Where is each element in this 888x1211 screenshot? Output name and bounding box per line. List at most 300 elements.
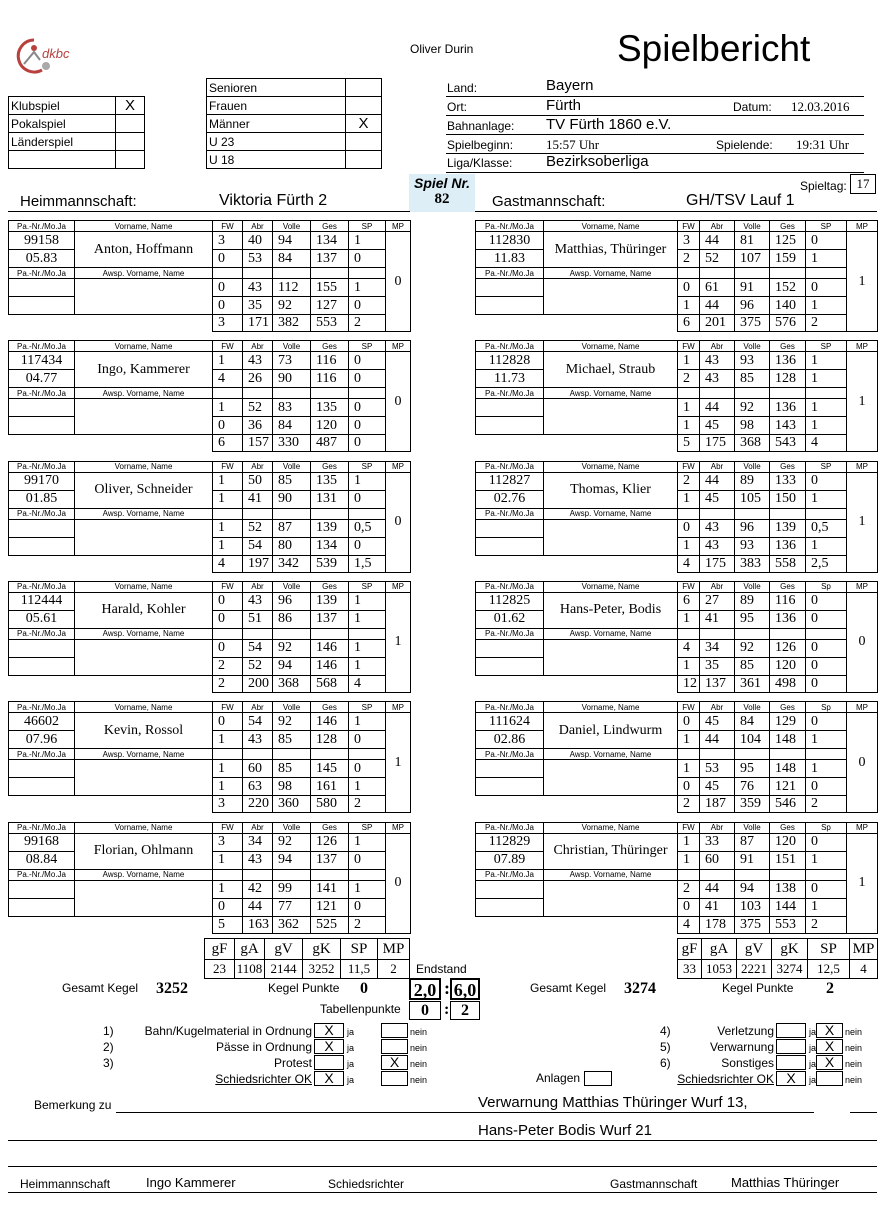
column-header: SP bbox=[349, 581, 386, 592]
score-cell: 93 bbox=[735, 537, 770, 555]
match-type-checkbox[interactable] bbox=[116, 133, 145, 151]
player-mp: 1 bbox=[847, 833, 878, 933]
ja-label: ja bbox=[347, 1075, 355, 1085]
score-cell: 1 bbox=[678, 352, 700, 370]
column-header: Awsp. Vorname, Name bbox=[75, 388, 213, 399]
column-header: Abr bbox=[243, 461, 273, 472]
nein-checkbox[interactable]: X bbox=[816, 1055, 843, 1070]
substitute-id bbox=[9, 657, 75, 675]
column-header: FW bbox=[678, 461, 700, 472]
total-cell: 2 bbox=[806, 796, 847, 813]
totals-value: 4 bbox=[850, 960, 878, 979]
column-header: Ges bbox=[311, 822, 349, 833]
total-cell: 4 bbox=[349, 675, 386, 692]
total-cell: 382 bbox=[273, 315, 311, 332]
substitute-name bbox=[544, 279, 678, 315]
column-header: Ges bbox=[311, 702, 349, 713]
empty-cell bbox=[213, 869, 243, 880]
guest-signature: Matthias Thüringer bbox=[731, 1175, 840, 1190]
score-cell: 139 bbox=[311, 519, 349, 537]
score-cell: 1 bbox=[678, 657, 700, 675]
empty-cell bbox=[476, 916, 678, 933]
total-cell: 2,5 bbox=[806, 555, 847, 572]
score-cell: 131 bbox=[311, 490, 349, 508]
score-cell: 148 bbox=[770, 731, 806, 749]
total-cell: 362 bbox=[273, 916, 311, 933]
empty-cell bbox=[700, 749, 735, 760]
nein-checkbox[interactable] bbox=[816, 1071, 843, 1086]
player-name: Harald, Kohler bbox=[75, 592, 213, 628]
score-cell: 43 bbox=[243, 592, 273, 610]
svg-text:dkbc: dkbc bbox=[42, 46, 70, 61]
player-block bbox=[475, 822, 878, 934]
anlagen-box[interactable] bbox=[584, 1071, 612, 1086]
player-id: 99168 bbox=[9, 833, 75, 851]
totals-header: MP bbox=[378, 939, 410, 960]
empty-cell bbox=[700, 268, 735, 279]
column-header: Awsp. Vorname, Name bbox=[544, 268, 678, 279]
ja-checkbox[interactable]: X bbox=[776, 1071, 806, 1086]
substitute-id bbox=[9, 399, 75, 417]
column-header: Volle bbox=[273, 581, 311, 592]
nein-checkbox[interactable] bbox=[381, 1071, 408, 1086]
column-header: MP bbox=[386, 341, 411, 352]
score-cell: 1 bbox=[678, 399, 700, 417]
substitute-id bbox=[476, 519, 544, 537]
category-checkbox[interactable] bbox=[346, 133, 382, 151]
total-cell: 4 bbox=[213, 555, 243, 572]
score-cell: 44 bbox=[700, 297, 735, 315]
score-cell: 120 bbox=[770, 657, 806, 675]
player-total-row bbox=[9, 315, 411, 332]
player-block bbox=[8, 822, 411, 934]
total-cell: 0 bbox=[806, 675, 847, 692]
score-cell: 0 bbox=[678, 519, 700, 537]
column-header: Vorname, Name bbox=[75, 221, 213, 232]
player-total-row bbox=[9, 555, 411, 572]
category-checkbox[interactable]: X bbox=[346, 115, 382, 133]
substitute-id bbox=[9, 760, 75, 778]
empty-cell bbox=[476, 796, 678, 813]
column-header: Volle bbox=[273, 822, 311, 833]
empty-cell bbox=[349, 388, 386, 399]
column-header: MP bbox=[847, 221, 878, 232]
score-cell: 0 bbox=[806, 833, 847, 851]
player-total-row bbox=[476, 796, 878, 813]
score-cell: 151 bbox=[770, 851, 806, 869]
column-header: Abr bbox=[700, 461, 735, 472]
ja-checkbox[interactable] bbox=[776, 1055, 806, 1070]
score-cell: 0 bbox=[349, 399, 386, 417]
score-cell: 84 bbox=[735, 713, 770, 731]
player-block bbox=[8, 701, 411, 813]
score-cell: 92 bbox=[273, 713, 311, 731]
player-id: 112825 bbox=[476, 592, 544, 610]
player-block bbox=[8, 581, 411, 693]
score-cell: 116 bbox=[770, 592, 806, 610]
player-block bbox=[475, 701, 878, 813]
home-signature: Ingo Kammerer bbox=[146, 1175, 236, 1190]
score-cell: 121 bbox=[770, 778, 806, 796]
match-type-row bbox=[9, 115, 145, 133]
score-cell: 0 bbox=[806, 592, 847, 610]
score-cell: 0 bbox=[349, 490, 386, 508]
score-cell: 0 bbox=[806, 713, 847, 731]
score-cell: 126 bbox=[311, 833, 349, 851]
score-cell: 4 bbox=[213, 370, 243, 388]
column-header: MP bbox=[386, 221, 411, 232]
column-header: FW bbox=[213, 702, 243, 713]
score-cell: 103 bbox=[735, 898, 770, 916]
column-header: Vorname, Name bbox=[544, 221, 678, 232]
substitute-header-row bbox=[9, 749, 411, 760]
score-cell: 129 bbox=[770, 713, 806, 731]
column-header-row bbox=[476, 581, 878, 592]
totals-value: 23 bbox=[205, 960, 235, 979]
player-mp: 0 bbox=[386, 833, 411, 933]
score-cell: 1 bbox=[678, 610, 700, 628]
match-type-checkbox[interactable] bbox=[116, 115, 145, 133]
score-cell: 43 bbox=[243, 851, 273, 869]
empty-cell bbox=[476, 435, 678, 452]
category-table bbox=[206, 78, 382, 169]
score-cell: 0 bbox=[349, 851, 386, 869]
score-cell: 96 bbox=[735, 297, 770, 315]
total-cell: 368 bbox=[273, 675, 311, 692]
substitute-header-row bbox=[476, 749, 878, 760]
substitute-name bbox=[544, 519, 678, 555]
score-cell: 0 bbox=[806, 657, 847, 675]
score-cell: 98 bbox=[735, 417, 770, 435]
column-header: Ges bbox=[311, 581, 349, 592]
substitute-id bbox=[9, 898, 75, 916]
category-checkbox[interactable] bbox=[346, 151, 382, 169]
endstand-home: 2,0 bbox=[409, 978, 441, 1000]
score-cell: 43 bbox=[700, 537, 735, 555]
match-type-row bbox=[9, 151, 145, 169]
ja-checkbox[interactable]: X bbox=[314, 1023, 344, 1038]
score-cell: 98 bbox=[273, 778, 311, 796]
throw-row bbox=[9, 760, 411, 778]
totals-value-row bbox=[205, 960, 410, 979]
score-cell: 0 bbox=[806, 472, 847, 490]
total-cell: 568 bbox=[311, 675, 349, 692]
score-cell: 44 bbox=[700, 731, 735, 749]
score-cell: 52 bbox=[243, 399, 273, 417]
score-cell: 84 bbox=[273, 417, 311, 435]
nein-label: nein bbox=[410, 1059, 428, 1069]
substitute-header-row bbox=[9, 388, 411, 399]
total-cell: 383 bbox=[735, 555, 770, 572]
player-birth: 02.76 bbox=[476, 490, 544, 508]
category-checkbox[interactable] bbox=[346, 79, 382, 97]
check-number: 2) bbox=[103, 1040, 114, 1054]
empty-cell bbox=[476, 315, 678, 332]
match-type-label: Klubspiel bbox=[9, 97, 116, 115]
total-cell: 2 bbox=[806, 315, 847, 332]
score-cell: 146 bbox=[311, 713, 349, 731]
score-cell: 0 bbox=[806, 778, 847, 796]
score-cell: 155 bbox=[311, 279, 349, 297]
nein-label: nein bbox=[845, 1027, 863, 1037]
empty-cell bbox=[349, 628, 386, 639]
column-header: Pa.-Nr./Mo.Ja bbox=[476, 581, 544, 592]
empty-cell bbox=[678, 268, 700, 279]
ja-label: ja bbox=[347, 1043, 355, 1053]
player-birth: 08.84 bbox=[9, 851, 75, 869]
nein-checkbox[interactable]: X bbox=[816, 1023, 843, 1038]
home-team-name: Viktoria Fürth 2 bbox=[219, 192, 328, 209]
totals-header-row bbox=[678, 939, 878, 960]
column-header: Pa.-Nr./Mo.Ja bbox=[476, 822, 544, 833]
substitute-name bbox=[544, 639, 678, 675]
column-header: Sp bbox=[806, 581, 847, 592]
throw-row bbox=[476, 713, 878, 731]
column-header: Volle bbox=[273, 221, 311, 232]
score-cell: 43 bbox=[700, 519, 735, 537]
score-cell: 0 bbox=[806, 279, 847, 297]
score-cell: 143 bbox=[770, 417, 806, 435]
column-header: FW bbox=[678, 822, 700, 833]
category-checkbox[interactable] bbox=[346, 97, 382, 115]
score-cell: 1 bbox=[806, 399, 847, 417]
substitute-id bbox=[9, 778, 75, 796]
match-type-label bbox=[9, 151, 116, 169]
player-name: Oliver, Schneider bbox=[75, 472, 213, 508]
player-name: Anton, Hoffmann bbox=[75, 232, 213, 268]
player-name: Hans-Peter, Bodis bbox=[544, 592, 678, 628]
score-cell: 137 bbox=[311, 851, 349, 869]
total-cell: 6 bbox=[678, 315, 700, 332]
match-type-checkbox[interactable] bbox=[116, 151, 145, 169]
score-cell: 105 bbox=[735, 490, 770, 508]
totals-value: 2144 bbox=[265, 960, 303, 979]
score-cell: 44 bbox=[243, 898, 273, 916]
substitute-name bbox=[544, 760, 678, 796]
score-cell: 161 bbox=[311, 778, 349, 796]
score-cell: 138 bbox=[770, 880, 806, 898]
check-number: 5) bbox=[660, 1040, 671, 1054]
empty-cell bbox=[700, 869, 735, 880]
guest-totals-table bbox=[677, 938, 878, 979]
throw-row bbox=[476, 399, 878, 417]
total-cell: 178 bbox=[700, 916, 735, 933]
nein-checkbox[interactable] bbox=[381, 1039, 408, 1054]
totals-value: 1053 bbox=[702, 960, 737, 979]
column-header: Volle bbox=[735, 341, 770, 352]
check-label: Bahn/Kugelmaterial in Ordnung bbox=[144, 1024, 312, 1038]
column-header: Abr bbox=[700, 341, 735, 352]
ende-value: 19:31 Uhr bbox=[796, 137, 850, 152]
empty-cell bbox=[311, 508, 349, 519]
nein-checkbox[interactable] bbox=[381, 1023, 408, 1038]
total-cell: 171 bbox=[243, 315, 273, 332]
empty-cell bbox=[735, 869, 770, 880]
substitute-name bbox=[75, 279, 213, 315]
score-cell: 95 bbox=[735, 760, 770, 778]
score-cell: 96 bbox=[273, 592, 311, 610]
column-header: SP bbox=[349, 822, 386, 833]
empty-cell bbox=[213, 268, 243, 279]
throw-row bbox=[476, 880, 878, 898]
nein-checkbox[interactable]: X bbox=[816, 1039, 843, 1054]
player-mp: 1 bbox=[847, 352, 878, 452]
score-cell: 0 bbox=[213, 592, 243, 610]
column-header: MP bbox=[847, 822, 878, 833]
score-cell: 44 bbox=[700, 399, 735, 417]
total-cell: 200 bbox=[243, 675, 273, 692]
total-cell: 163 bbox=[243, 916, 273, 933]
total-cell: 580 bbox=[311, 796, 349, 813]
player-name: Daniel, Lindwurm bbox=[544, 713, 678, 749]
column-header: Pa.-Nr./Mo.Ja bbox=[9, 581, 75, 592]
total-cell: 361 bbox=[735, 675, 770, 692]
throw-row bbox=[476, 232, 878, 250]
total-cell: 6 bbox=[213, 435, 243, 452]
substitute-id bbox=[9, 880, 75, 898]
substitute-id bbox=[476, 778, 544, 796]
match-type-label: Länderspiel bbox=[9, 133, 116, 151]
ja-checkbox[interactable] bbox=[776, 1039, 806, 1054]
player-mp: 1 bbox=[847, 232, 878, 332]
score-cell: 1 bbox=[806, 352, 847, 370]
empty-cell bbox=[678, 508, 700, 519]
total-cell: 330 bbox=[273, 435, 311, 452]
player-total-row bbox=[9, 675, 411, 692]
check-number: 4) bbox=[660, 1024, 671, 1038]
empty-cell bbox=[678, 749, 700, 760]
nein-checkbox[interactable]: X bbox=[381, 1055, 408, 1070]
score-cell: 96 bbox=[735, 519, 770, 537]
column-header: SP bbox=[349, 221, 386, 232]
player-id: 111624 bbox=[476, 713, 544, 731]
empty-cell bbox=[311, 749, 349, 760]
score-cell: 136 bbox=[770, 537, 806, 555]
substitute-name bbox=[544, 399, 678, 435]
empty-cell bbox=[806, 508, 847, 519]
score-cell: 0 bbox=[349, 537, 386, 555]
score-cell: 148 bbox=[770, 760, 806, 778]
player-id: 112829 bbox=[476, 833, 544, 851]
empty-cell bbox=[243, 508, 273, 519]
throw-row bbox=[476, 639, 878, 657]
score-cell: 126 bbox=[770, 639, 806, 657]
match-type-row bbox=[9, 97, 145, 115]
column-header: Pa.-Nr./Mo.Ja bbox=[9, 869, 75, 880]
substitute-id bbox=[9, 639, 75, 657]
player-name: Matthias, Thüringer bbox=[544, 232, 678, 268]
column-header: Pa.-Nr./Mo.Ja bbox=[9, 388, 75, 399]
ja-checkbox[interactable] bbox=[314, 1055, 344, 1070]
column-header: Vorname, Name bbox=[75, 822, 213, 833]
player-name: Michael, Straub bbox=[544, 352, 678, 388]
total-cell: 187 bbox=[700, 796, 735, 813]
score-cell: 1 bbox=[349, 833, 386, 851]
score-cell: 41 bbox=[243, 490, 273, 508]
column-header-row bbox=[9, 702, 411, 713]
score-cell: 43 bbox=[243, 731, 273, 749]
total-cell: 5 bbox=[213, 916, 243, 933]
column-header: Vorname, Name bbox=[544, 461, 678, 472]
column-header: Vorname, Name bbox=[75, 702, 213, 713]
column-header: MP bbox=[847, 581, 878, 592]
score-cell: 1 bbox=[213, 880, 243, 898]
player-id: 112828 bbox=[476, 352, 544, 370]
empty-cell bbox=[273, 869, 311, 880]
column-header: Ges bbox=[770, 341, 806, 352]
column-header-row bbox=[9, 341, 411, 352]
total-cell: 2 bbox=[349, 796, 386, 813]
empty-cell bbox=[9, 555, 213, 572]
column-header: Sp bbox=[806, 702, 847, 713]
player-total-row bbox=[476, 315, 878, 332]
empty-cell bbox=[806, 869, 847, 880]
score-cell: 1 bbox=[806, 537, 847, 555]
player-id: 112444 bbox=[9, 592, 75, 610]
column-header: Vorname, Name bbox=[75, 461, 213, 472]
score-cell: 36 bbox=[243, 417, 273, 435]
score-cell: 3 bbox=[213, 232, 243, 250]
column-header: Abr bbox=[243, 341, 273, 352]
score-cell: 135 bbox=[311, 399, 349, 417]
empty-cell bbox=[243, 628, 273, 639]
score-cell: 139 bbox=[311, 592, 349, 610]
home-kegel-punkte: 0 bbox=[360, 980, 368, 997]
score-cell: 92 bbox=[273, 297, 311, 315]
column-header: Pa.-Nr./Mo.Ja bbox=[476, 749, 544, 760]
match-type-row bbox=[9, 133, 145, 151]
totals-header: gF bbox=[678, 939, 702, 960]
score-cell: 1 bbox=[349, 592, 386, 610]
score-cell: 87 bbox=[735, 833, 770, 851]
check-label: Verwarnung bbox=[709, 1040, 774, 1054]
throw-row bbox=[476, 352, 878, 370]
score-cell: 61 bbox=[700, 279, 735, 297]
player-birth: 07.96 bbox=[9, 731, 75, 749]
throw-row bbox=[476, 592, 878, 610]
total-cell: 487 bbox=[311, 435, 349, 452]
score-cell: 41 bbox=[700, 610, 735, 628]
column-header: FW bbox=[213, 221, 243, 232]
ja-checkbox[interactable]: X bbox=[314, 1039, 344, 1054]
score-cell: 90 bbox=[273, 490, 311, 508]
score-cell: 0 bbox=[349, 370, 386, 388]
score-cell: 0 bbox=[678, 713, 700, 731]
match-type-checkbox[interactable]: X bbox=[116, 97, 145, 115]
score-cell: 1 bbox=[806, 731, 847, 749]
column-header: FW bbox=[213, 581, 243, 592]
score-cell: 35 bbox=[700, 657, 735, 675]
column-header: Awsp. Vorname, Name bbox=[75, 749, 213, 760]
empty-cell bbox=[700, 388, 735, 399]
throw-row bbox=[9, 472, 411, 490]
score-cell: 85 bbox=[735, 657, 770, 675]
column-header: Pa.-Nr./Mo.Ja bbox=[9, 822, 75, 833]
player-birth: 07.89 bbox=[476, 851, 544, 869]
column-header: MP bbox=[386, 702, 411, 713]
totals-header: SP bbox=[808, 939, 850, 960]
category-label: U 23 bbox=[207, 133, 346, 151]
ja-checkbox[interactable]: X bbox=[314, 1071, 344, 1086]
beginn-value: 15:57 Uhr bbox=[546, 137, 600, 152]
column-header: Pa.-Nr./Mo.Ja bbox=[9, 221, 75, 232]
empty-cell bbox=[476, 555, 678, 572]
ja-checkbox[interactable] bbox=[776, 1023, 806, 1038]
column-header: SP bbox=[806, 461, 847, 472]
empty-cell bbox=[213, 628, 243, 639]
substitute-id bbox=[476, 537, 544, 555]
score-cell: 150 bbox=[770, 490, 806, 508]
